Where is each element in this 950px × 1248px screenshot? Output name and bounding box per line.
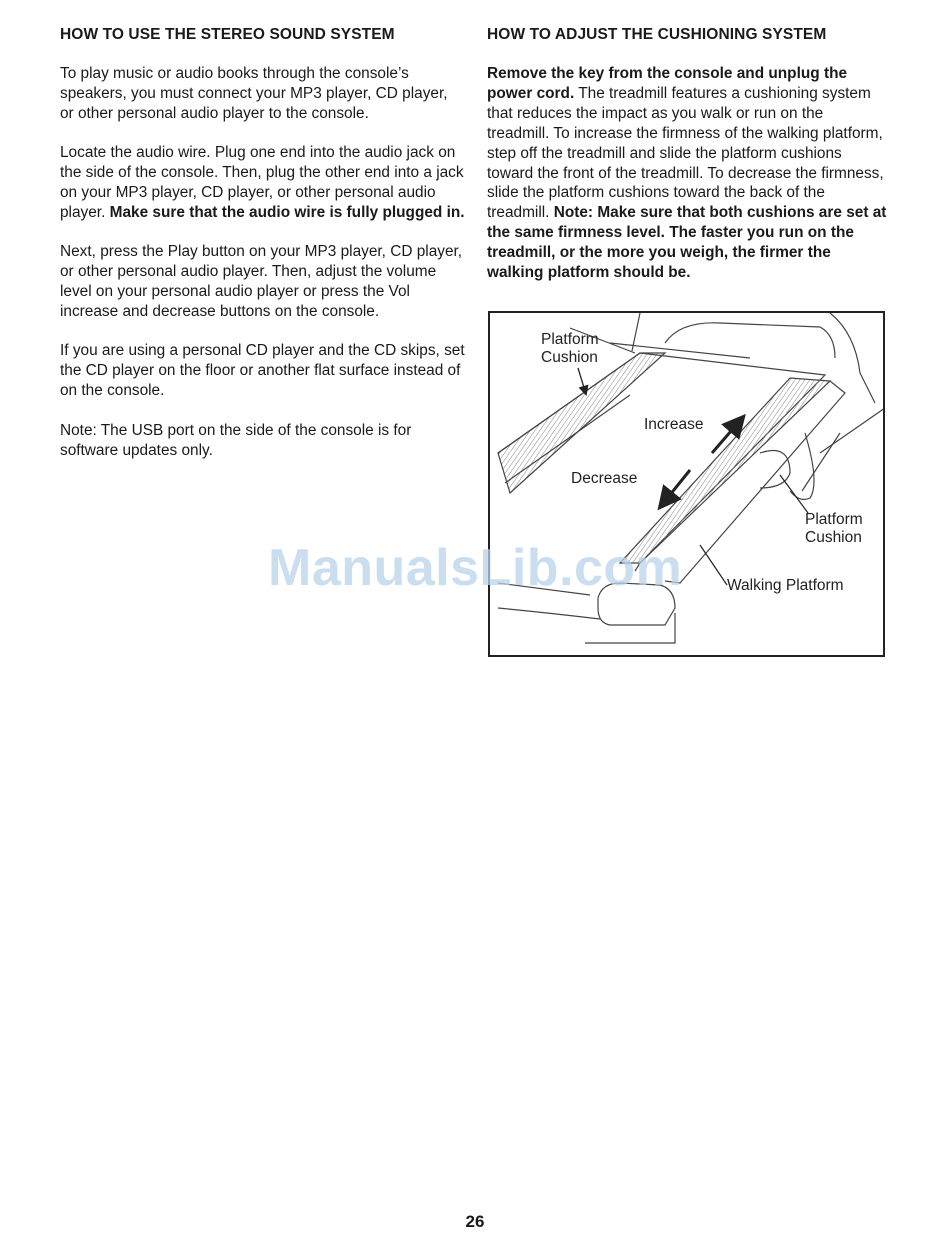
stereo-paragraph-5: Note: The USB port on the side of the console is for software updates only. bbox=[60, 421, 412, 459]
cushion-note-bold: Note: Make sure that both cushions are set at the same firmness level. The faster you run on the treadmill, or the more you weigh, the firmer the walking platform should be. bbox=[487, 204, 887, 282]
label-platform-cushion-left: Platform Cushion bbox=[541, 331, 599, 366]
cushion-paragraph-text: The treadmill features a cushioning system that reduces the impact as you walk or run on the treadmill. To increase the firmness of the walking platform, step off the treadmill and slide the platform cushions toward the front of the treadmill. To decrease the firmness, slide the platform cushions toward the back of the treadmill. bbox=[487, 84, 884, 222]
treadmill-cushion-figure bbox=[488, 311, 885, 657]
label-decrease: Decrease bbox=[571, 470, 638, 487]
stereo-paragraph-4: If you are using a personal CD player and the CD skips, set the CD player on the floor or another flat surface instead of on the console. bbox=[60, 342, 465, 400]
cushion-paragraph bbox=[487, 64, 887, 283]
cushion-warning-bold: Remove the key from the console and unplug the power cord. bbox=[487, 65, 848, 102]
stereo-paragraph-2-bold: Make sure that the audio wire is fully plugged in. bbox=[109, 203, 465, 221]
label-increase: Increase bbox=[644, 416, 704, 433]
walking-platform-pointer bbox=[700, 545, 727, 585]
label-platform-cushion-right: Platform Cushion bbox=[805, 511, 863, 546]
stereo-paragraph-3: Next, press the Play button on your MP3 player, CD player, or other personal audio player. Then, adjust the volume level on your personal audio player or press the Vol increase and decrease buttons on the console. bbox=[60, 243, 463, 321]
page-number: 26 bbox=[465, 1212, 485, 1231]
left-column bbox=[60, 26, 465, 480]
cushion-pointer-right bbox=[780, 475, 808, 513]
manualslib-watermark: ManualsLib.com bbox=[268, 539, 683, 597]
stereo-heading: HOW TO USE THE STEREO SOUND SYSTEM bbox=[60, 26, 395, 43]
right-cushion-rail bbox=[620, 378, 830, 563]
cushion-pointer-left bbox=[578, 368, 585, 391]
cushion-heading: HOW TO ADJUST THE CUSHIONING SYSTEM bbox=[487, 26, 827, 43]
stereo-paragraph-1: To play music or audio books through the console’s speakers, you must connect your MP3 player, CD player, or other personal audio player to the console. bbox=[60, 65, 448, 122]
label-walking-platform: Walking Platform bbox=[727, 577, 844, 594]
stereo-paragraph-2 bbox=[60, 143, 465, 223]
right-column bbox=[487, 26, 887, 302]
stereo-paragraph-2-text: Locate the audio wire. Plug one end into the audio jack on the side of the console. Then, plug the other end into a jack on your MP3 player, CD player, or other personal audio player. bbox=[60, 144, 464, 221]
